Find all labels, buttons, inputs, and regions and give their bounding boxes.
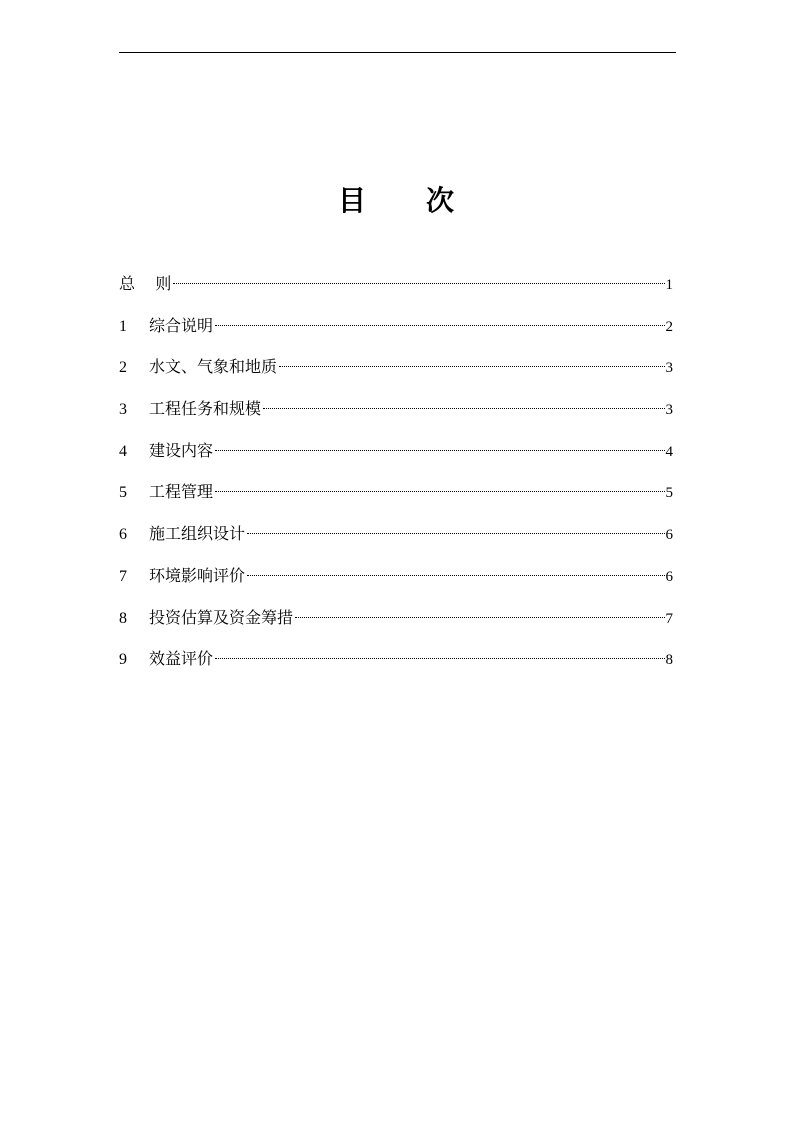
toc-dot-leader (247, 575, 664, 576)
page-title-char-1: 目 (338, 184, 367, 217)
toc-entry-page: 6 (665, 527, 673, 544)
page-title-char-2: 次 (426, 184, 455, 217)
toc-entry-page: 1 (665, 277, 673, 293)
toc-dot-leader (263, 408, 664, 409)
toc-entry-number: 3 (119, 401, 127, 419)
toc-dot-leader (215, 658, 664, 659)
toc-entry-page: 3 (665, 360, 673, 377)
toc-entry-number: 6 (119, 526, 127, 544)
toc-entry-number: 2 (119, 359, 127, 377)
toc-entry-9[interactable] (119, 643, 673, 685)
toc-entry-page: 5 (665, 485, 673, 502)
toc-entry-page: 7 (665, 610, 673, 627)
toc-dot-leader (173, 283, 664, 284)
toc-entry-2[interactable] (119, 351, 673, 393)
toc-entry-number: 9 (119, 651, 127, 669)
toc-entry-page: 8 (665, 652, 673, 669)
toc-entry-1[interactable] (119, 310, 673, 352)
toc-entry-label: 建设内容 (149, 440, 214, 460)
toc-entry-number: 7 (119, 567, 127, 585)
toc-entry-label: 效益评价 (149, 649, 214, 669)
toc-dot-leader (215, 491, 664, 492)
toc-entry-4[interactable] (119, 435, 673, 477)
toc-entry-page: 2 (665, 318, 673, 335)
toc-entry-page: 4 (665, 443, 673, 460)
toc-entry-label: 施工组织设计 (149, 524, 246, 544)
toc-entry-5[interactable] (119, 476, 673, 518)
toc-dot-leader (247, 533, 664, 534)
toc-entry-8[interactable] (119, 602, 673, 644)
toc-entry-page: 6 (665, 568, 673, 585)
toc-entry-label: 综合说明 (149, 315, 214, 335)
toc-entry-label: 工程管理 (149, 482, 214, 502)
toc-entry-label: 工程任务和规模 (149, 399, 262, 419)
toc-dot-leader (215, 325, 664, 326)
toc-entry-number: 4 (119, 442, 127, 460)
table-of-contents (119, 268, 673, 685)
header-rule (119, 52, 676, 53)
toc-entry-label: 投资估算及资金筹措 (149, 607, 294, 627)
toc-entry-6[interactable] (119, 518, 673, 560)
toc-entry-number: 5 (119, 484, 127, 502)
toc-dot-leader (295, 617, 664, 618)
toc-entry-3[interactable] (119, 393, 673, 435)
toc-entry-page: 3 (665, 402, 673, 419)
toc-dot-leader (215, 450, 664, 451)
toc-entry-label: 水文、气象和地质 (149, 357, 278, 377)
toc-entry-general[interactable] (119, 268, 673, 310)
toc-entry-number: 8 (119, 609, 127, 627)
toc-entry-label: 环境影响评价 (149, 565, 246, 585)
toc-entry-number: 1 (119, 317, 127, 335)
toc-entry-label: 总 则 (119, 274, 172, 293)
toc-entry-7[interactable] (119, 560, 673, 602)
toc-dot-leader (279, 366, 664, 367)
